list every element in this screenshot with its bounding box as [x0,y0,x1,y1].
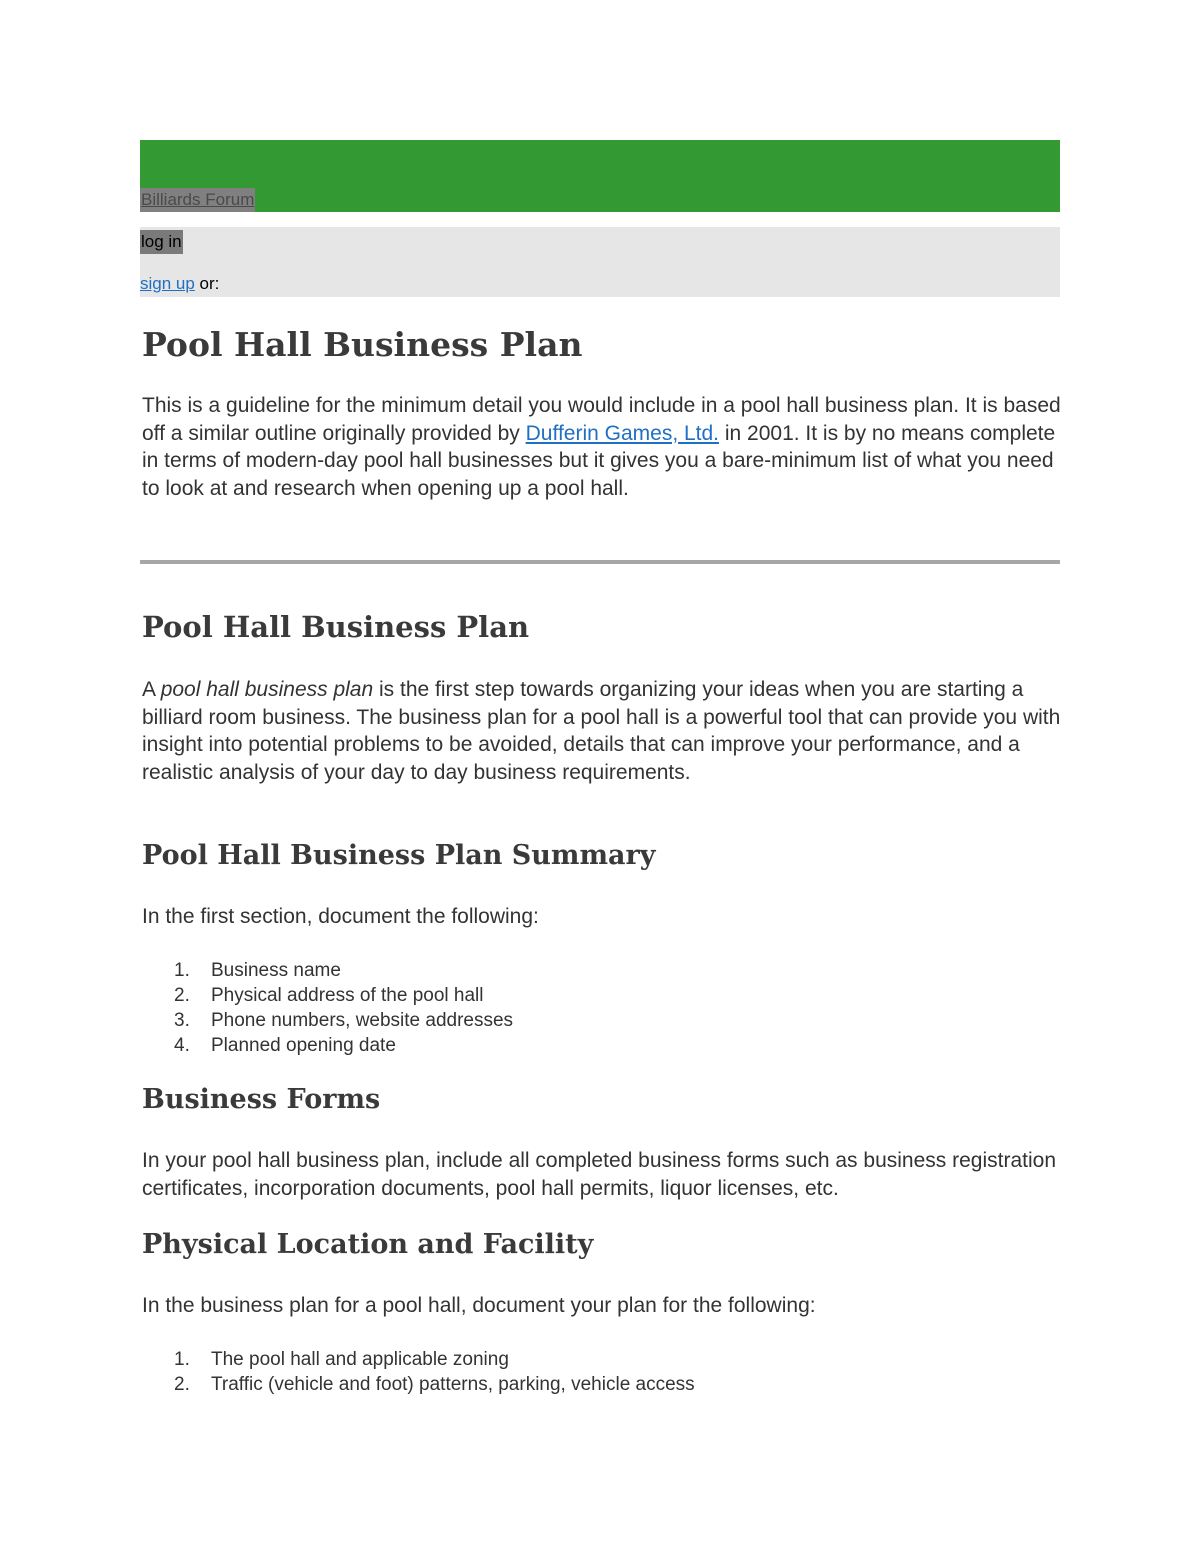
section-text-start: A [142,678,161,701]
business-forms-paragraph: In your pool hall business plan, include all completed business forms such as business registration certificates, incorporation documents, pool hall permits, liquor licenses, etc. [142,1149,1056,1200]
section-emphasis: pool hall business plan [160,678,374,701]
location-intro: In the business plan for a pool hall, document your plan for the following: [142,1294,816,1317]
site-header-bar [140,140,1060,212]
section-text-end: is the first step towards organizing your ideas when you are starting a billiard room business. The business plan for a pool hall is a powerful tool that can provide you with insight into potential problems to be avoided, details that can improve your performance, and a realistic analysis of your day to day business requirements. [142,678,1061,784]
list-item [170,958,513,983]
list-item [170,1008,513,1033]
list-item [170,1372,695,1397]
horizontal-divider [140,560,1060,564]
billiards-forum-link[interactable]: Billiards Forum [140,188,255,212]
signup-line [140,272,219,296]
page-title: Pool Hall Business Plan [142,325,583,364]
list-item-number: 4. [174,1035,190,1056]
location-list [170,1347,695,1397]
list-item-text: Traffic (vehicle and foot) patterns, parking, vehicle access [211,1374,695,1395]
list-item-number: 1. [174,1349,190,1370]
list-item-text: Business name [211,960,341,981]
list-item [170,983,513,1008]
login-button[interactable]: log in [140,230,183,254]
summary-list [170,958,513,1058]
list-item [170,1347,695,1372]
section-paragraph [142,676,1062,786]
signup-suffix: or: [194,274,220,293]
intro-text-end: in 2001. It is by no means complete in terms of modern-day pool hall businesses but it gives you a bare-minimum list of what you need to look at and research when opening up a pool hall. [142,421,1056,500]
list-item-number: 1. [174,960,190,981]
summary-heading: Pool Hall Business Plan Summary [142,840,656,871]
location-heading: Physical Location and Facility [142,1229,594,1260]
list-item-number: 2. [174,1374,190,1395]
summary-intro: In the first section, document the following: [142,905,539,928]
intro-paragraph [142,392,1062,502]
intro-text-start: This is a guideline for the minimum detail you would include in a pool hall business plan. It is based off a similar outline originally provided by [142,394,1061,445]
list-item-text: Physical address of the pool hall [211,985,484,1006]
login-bar [140,227,1060,297]
list-item-text: The pool hall and applicable zoning [211,1349,509,1370]
business-forms-heading: Business Forms [142,1084,381,1115]
list-item-text: Phone numbers, website addresses [211,1010,514,1031]
list-item-number: 2. [174,985,190,1006]
list-item-text: Planned opening date [211,1035,396,1056]
dufferin-games-link[interactable]: Dufferin Games, Ltd. [525,421,720,445]
document-page [140,140,1061,1395]
section-heading: Pool Hall Business Plan [142,610,530,644]
list-item-number: 3. [174,1010,190,1031]
signup-link[interactable]: sign up [140,274,195,293]
list-item [170,1033,513,1058]
